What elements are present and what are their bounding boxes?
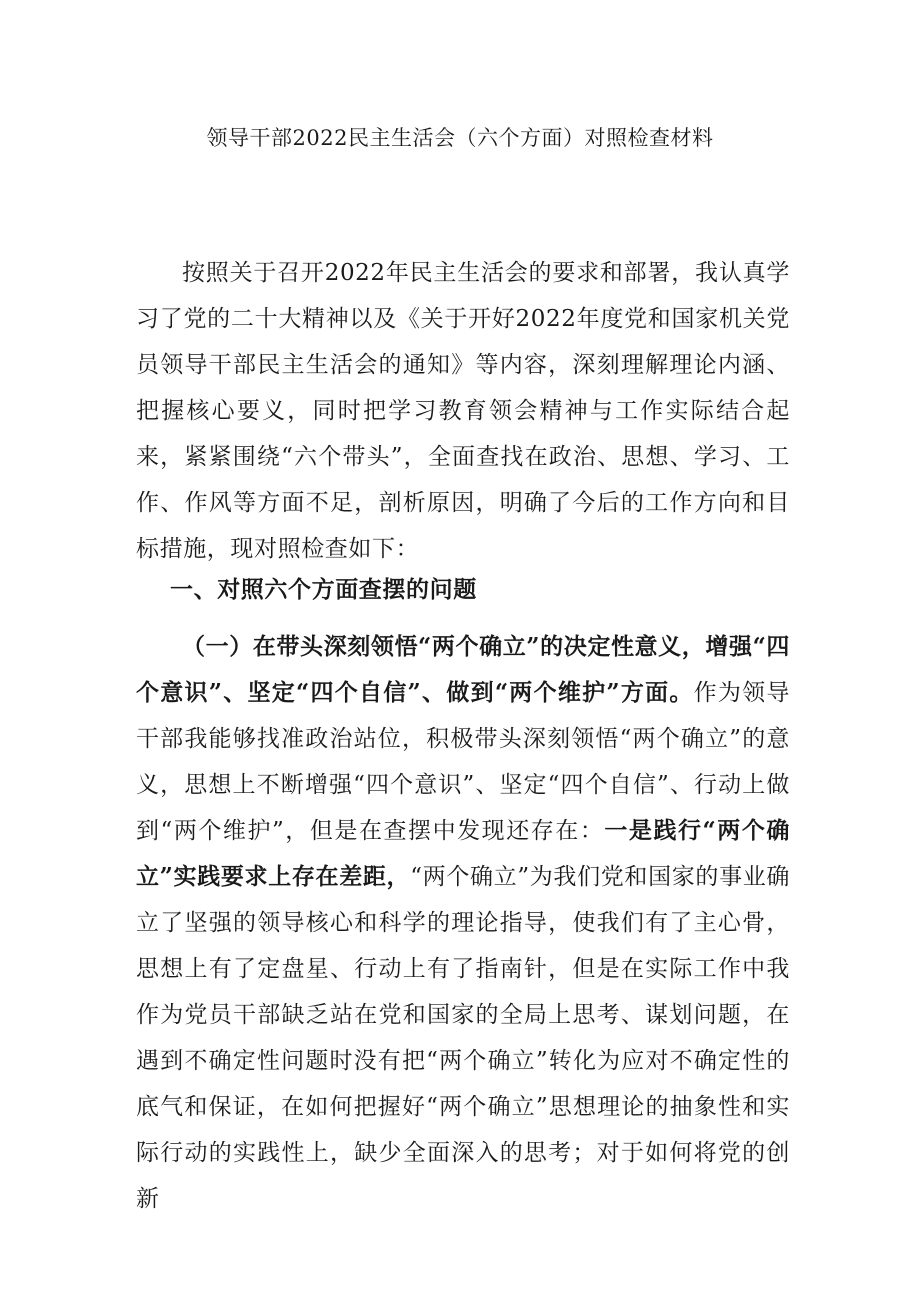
document-title: 领导干部2022民主生活会（六个方面）对照检查材料	[206, 126, 714, 150]
point-1-label: 一是践行“两个确立”实践要求上存在差距，	[136, 817, 790, 890]
section-heading-1: 一、对照六个方面查摆的问题	[170, 576, 477, 603]
intro-paragraph: 按照关于召开2022年民主生活会的要求和部署，我认真学习了党的二十大精神以及《关于开好2022年度党和国家机关党员领导干部民主生活会的通知》等内容，深刻理解理论内涵、把握核心要义，同时把学习教育领会精神与工作实际结合起来，紧紧围绕“六个带头”，全面查找在政治、思想、学习、工作、作风等方面不足，剖析原因，明确了今后的工作方向和目标措施，现对照检查如下：	[136, 260, 790, 562]
subsection-heading-1: （一）在带头深刻领悟“两个确立”的决定性意义，增强“四个意识”、坚定“四个自信”、做到“两个维护”方面。	[136, 633, 790, 706]
subsection-text-b: “两个确立”为我们党和国家的事业确立了坚强的领导核心和科学的理论指导，使我们有了主心骨，思想上有了定盘星、行动上有了指南针，但是在实际工作中我作为党员干部缺乏站在党和国家的全局上思考、谋划问题，在遇到不确定性问题时没有把“两个确立”转化为应对不确定性的底气和保证，在如何把握好“两个确立”思想理论的抽象性和实际行动的实践性上，缺少全面深入的思考；对于如何将党的创新	[136, 864, 791, 1212]
subsection-paragraph-1	[136, 624, 790, 1222]
subsection-text-a: 作为领导干部我能够找准政治站位，积极带头深刻领悟“两个确立”的意义，思想上不断增强“四个意识”、坚定“四个自信”、行动上做到“两个维护”，但是在查摆中发现还存在：	[136, 680, 790, 844]
